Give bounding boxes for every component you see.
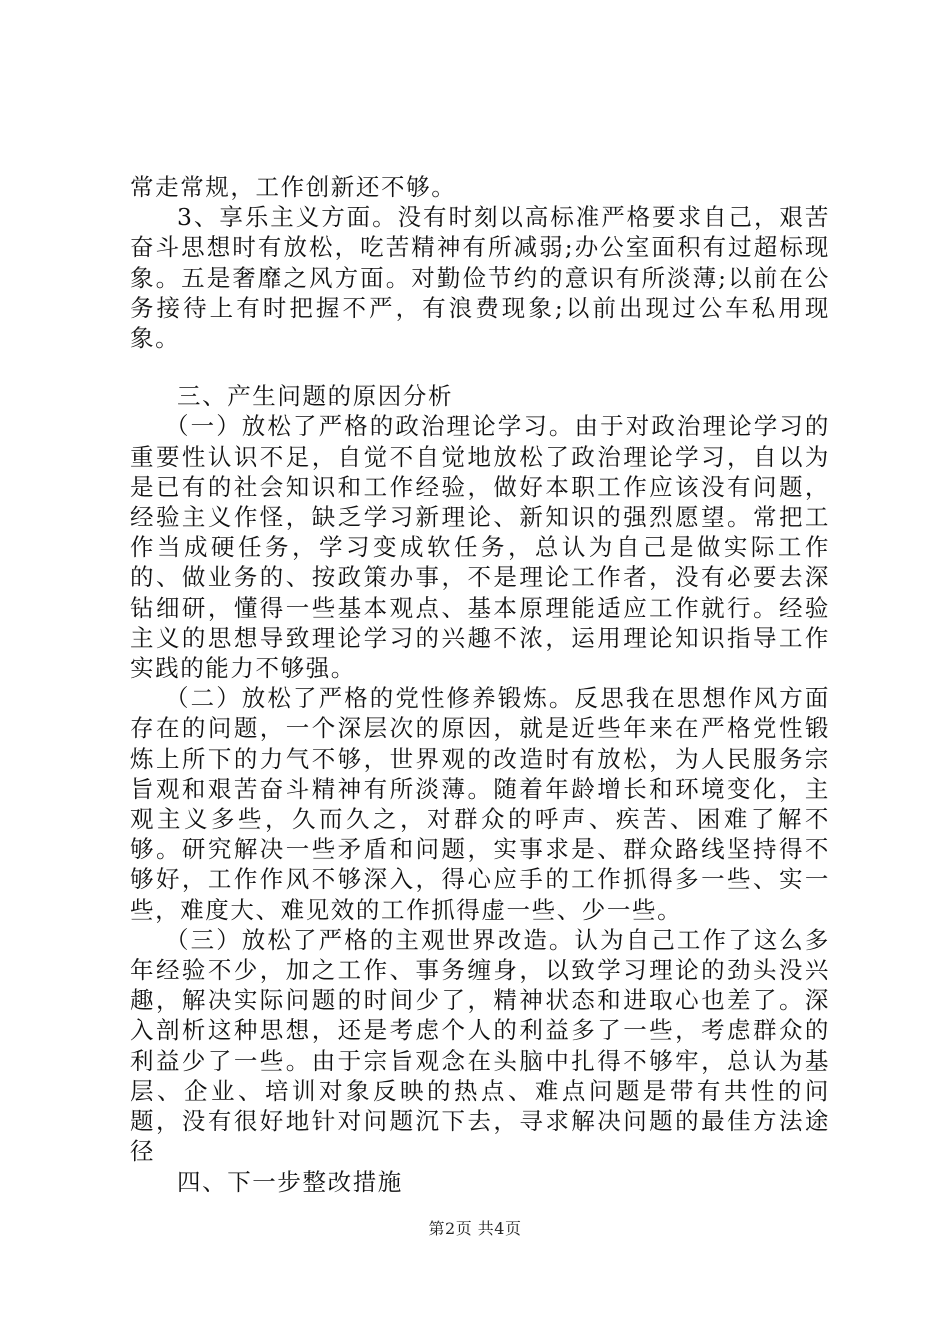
page-number-footer: 第2页 共4页 bbox=[428, 1219, 522, 1238]
paragraph-cause-three: （三）放松了严格的主观世界改造。认为自己工作了这么多年经验不少，加之工作、事务缠身，以致学习理论的劲头没兴趣，解决实际问题的时间少了，精神状态和进取心也差了。深入剖析这种思想，还是考虑个人的利益多了一些，考虑群众的利益少了一些。由于宗旨观念在头脑中扎得不够牢，总认为基层、企业、培训对象反映的热点、难点问题是带有共性的问题，没有很好地针对问题沉下去，寻求解决问题的最佳方法途径 bbox=[130, 925, 830, 1166]
paragraph-continuation: 常走常规，工作创新还不够。 bbox=[130, 173, 457, 201]
section-heading-next-steps: 四、下一步整改措施 bbox=[177, 1167, 403, 1196]
document-body bbox=[130, 172, 830, 1197]
paragraph-cause-two: （二）放松了严格的党性修养锻炼。反思我在思想作风方面存在的问题，一个深层次的原因，就是近些年来在严格党性锻炼上所下的力气不够，世界观的改造时有放松，为人民服务宗旨观和艰苦奋斗精神有所淡薄。随着年龄增长和环境变化，主观主义多些，久而久之，对群众的呼声、疾苦、困难了解不够。研究解决一些矛盾和问题，实事求是、群众路线坚持得不够好，工作作风不够深入，得心应手的工作抓得多一些、实一些，难度大、难见效的工作抓得虚一些、少一些。 bbox=[130, 684, 830, 924]
section-heading-cause-analysis: 三、产生问题的原因分析 bbox=[177, 382, 454, 411]
paragraph-cause-one: （一）放松了严格的政治理论学习。由于对政治理论学习的重要性认识不足，自觉不自觉地放松了政治理论学习，自以为是已有的社会知识和工作经验，做好本职工作应该没有问题，经验主义作怪，缺乏学习新理论、新知识的强烈愿望。常把工作当成硬任务，学习变成软任务，总认为自己是做实际工作的、做业务的、按政策办事，不是理论工作者，没有必要去深钻细研，懂得一些基本观点、基本原理能适应工作就行。经验主义的思想导致理论学习的兴趣不浓，运用理论知识指导工作实践的能力不够强。 bbox=[130, 412, 830, 683]
paragraph-hedonism: 3、享乐主义方面。没有时刻以高标准严格要求自己，艰苦奋斗思想时有放松，吃苦精神有所减弱;办公室面积有过超标现象。五是奢靡之风方面。对勤俭节约的意识有所淡薄;以前在公务接待上有时把握不严，有浪费现象;以前出现过公车私用现象。 bbox=[130, 203, 830, 353]
